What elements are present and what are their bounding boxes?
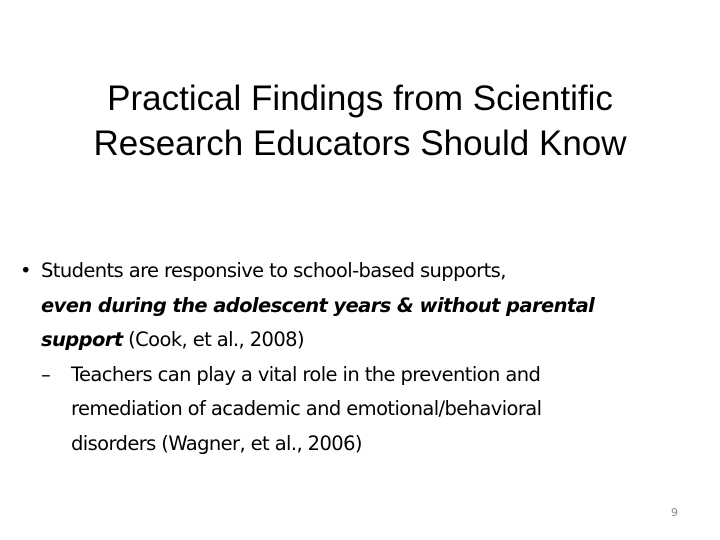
sub-bullet-marker: – [41,362,51,386]
sub-bullet-line-3: disorders (Wagner, et al., 2006) [71,431,362,455]
slide-title [20,76,700,166]
sub-bullet-line-1: Teachers can play a vital role in the prevention and [71,362,541,386]
sub-bullet-line-2: remediation of academic and emotional/behavioral [71,397,542,420]
bullet-line-1: Students are responsive to school-based supports, [41,259,506,282]
sub-bullet-item [20,358,690,462]
slide-number: 9 [671,506,678,519]
bullet-line-3-emphasis: support [41,328,123,351]
bullet-item [20,254,690,358]
slide-title-line-1: Practical Findings from Scientific [107,79,613,118]
bullet-line-3 [41,323,690,358]
bullet-marker: • [20,259,31,282]
bullet-line-2-emphasis: even during the adolescent years & without parental [41,293,595,317]
slide-title-line-2: Research Educators Should Know [93,124,627,163]
bullet-line-3-citation: (Cook, et al., 2008) [122,328,304,351]
slide-body [20,254,690,461]
